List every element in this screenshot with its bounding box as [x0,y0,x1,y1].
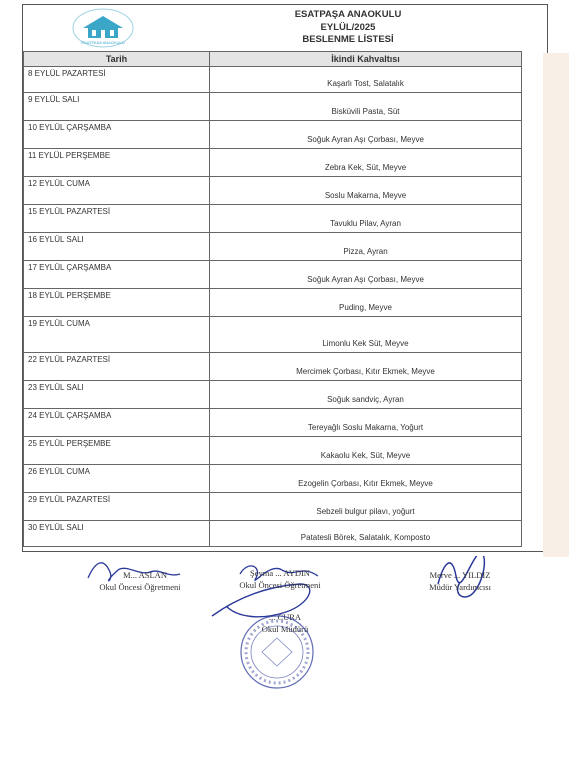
school-name: ESATPAŞA ANAOKULU [294,9,402,20]
column-header-menu: İkindi Kahvaltısı [210,52,522,67]
period: EYLÜL/2025 [320,21,376,33]
table-row [24,121,522,149]
signature-mid-role: Okul Öncesi Öğretmeni [239,580,321,590]
row-date: 11 EYLÜL PERŞEMBE [24,149,210,177]
signature-right-role: Müdür Yardımcısı [429,582,491,592]
row-menu: Limonlu Kek Süt, Meyve [210,317,522,353]
table-row [24,261,522,289]
row-menu: Soğuk Ayran Aşı Çorbası, Meyve [210,121,522,149]
row-date: 18 EYLÜL PERŞEMBE [24,289,210,317]
table-row [24,67,522,93]
row-menu: Soğuk Ayran Aşı Çorbası, Meyve [210,261,522,289]
logo-text: ESATPAŞA ANAOKULU [81,40,125,45]
row-menu: Puding, Meyve [210,289,522,317]
row-menu: Mercimek Çorbası, Kıtır Ekmek, Meyve [210,353,522,381]
table-row [24,465,522,493]
row-menu: Sebzeli bulgur pilavı, yoğurt [210,493,522,521]
row-date: 30 EYLÜL SALI [24,521,210,547]
signature-left-role: Okul Öncesi Öğretmeni [99,582,181,592]
row-menu: Tereyağlı Soslu Makarna, Yoğurt [210,409,522,437]
table-row [24,93,522,121]
table-row [24,233,522,261]
table-row [24,381,522,409]
row-date: 12 EYLÜL CUMA [24,177,210,205]
row-menu: Zebra Kek, Süt, Meyve [210,149,522,177]
table-row [24,289,522,317]
table-row [24,317,522,353]
row-date: 19 EYLÜL CUMA [24,317,210,353]
row-date: 29 EYLÜL PAZARTESİ [24,493,210,521]
list-title: BESLENME LİSTESİ [302,34,394,45]
official-stamp [222,604,332,694]
row-date: 25 EYLÜL PERŞEMBE [24,437,210,465]
page-edge-shadow [543,53,569,557]
row-menu: Pizza, Ayran [210,233,522,261]
table-row [24,409,522,437]
table-header-row [24,52,522,67]
table-row [24,177,522,205]
signature-right-name: Merve ... YILDIZ [429,570,491,580]
row-date: 8 EYLÜL PAZARTESİ [24,67,210,93]
row-date: 17 EYLÜL ÇARŞAMBA [24,261,210,289]
row-date: 10 EYLÜL ÇARŞAMBA [24,121,210,149]
row-date: 15 EYLÜL PAZARTESİ [24,205,210,233]
row-menu: Patatesli Börek, Salatalık, Komposto [210,521,522,547]
document-title [263,9,433,47]
signature-principal-role: Okul Müdürü [261,624,309,634]
table-row [24,353,522,381]
row-menu: Bisküvili Pasta, Süt [210,93,522,121]
row-date: 24 EYLÜL ÇARŞAMBA [24,409,210,437]
school-logo [61,8,145,48]
row-date: 26 EYLÜL CUMA [24,465,210,493]
row-menu: Soslu Makarna, Meyve [210,177,522,205]
document-header [23,5,547,51]
row-menu: Ezogelin Çorbası, Kıtır Ekmek, Meyve [210,465,522,493]
row-date: 16 EYLÜL SALI [24,233,210,261]
row-menu: Soğuk sandviç, Ayran [210,381,522,409]
table-row [24,437,522,465]
signature-left-name: M... ASLAN [123,570,167,580]
row-date: 9 EYLÜL SALI [24,93,210,121]
row-date: 22 EYLÜL PAZARTESİ [24,353,210,381]
signature-principal-name: ... CURA [268,612,302,622]
menu-table [23,51,522,547]
table-row [24,493,522,521]
table-row [24,205,522,233]
nutrition-list-document [22,4,548,552]
table-row [24,149,522,177]
row-menu: Tavuklu Pilav, Ayran [210,205,522,233]
table-row [24,521,522,547]
row-menu: Kakaolu Kek, Süt, Meyve [210,437,522,465]
row-menu: Kaşarlı Tost, Salatalık [210,67,522,93]
column-header-date: Tarih [24,52,210,67]
row-date: 23 EYLÜL SALI [24,381,210,409]
signature-mid-name: Şeyma ... AYDIN [250,568,310,578]
